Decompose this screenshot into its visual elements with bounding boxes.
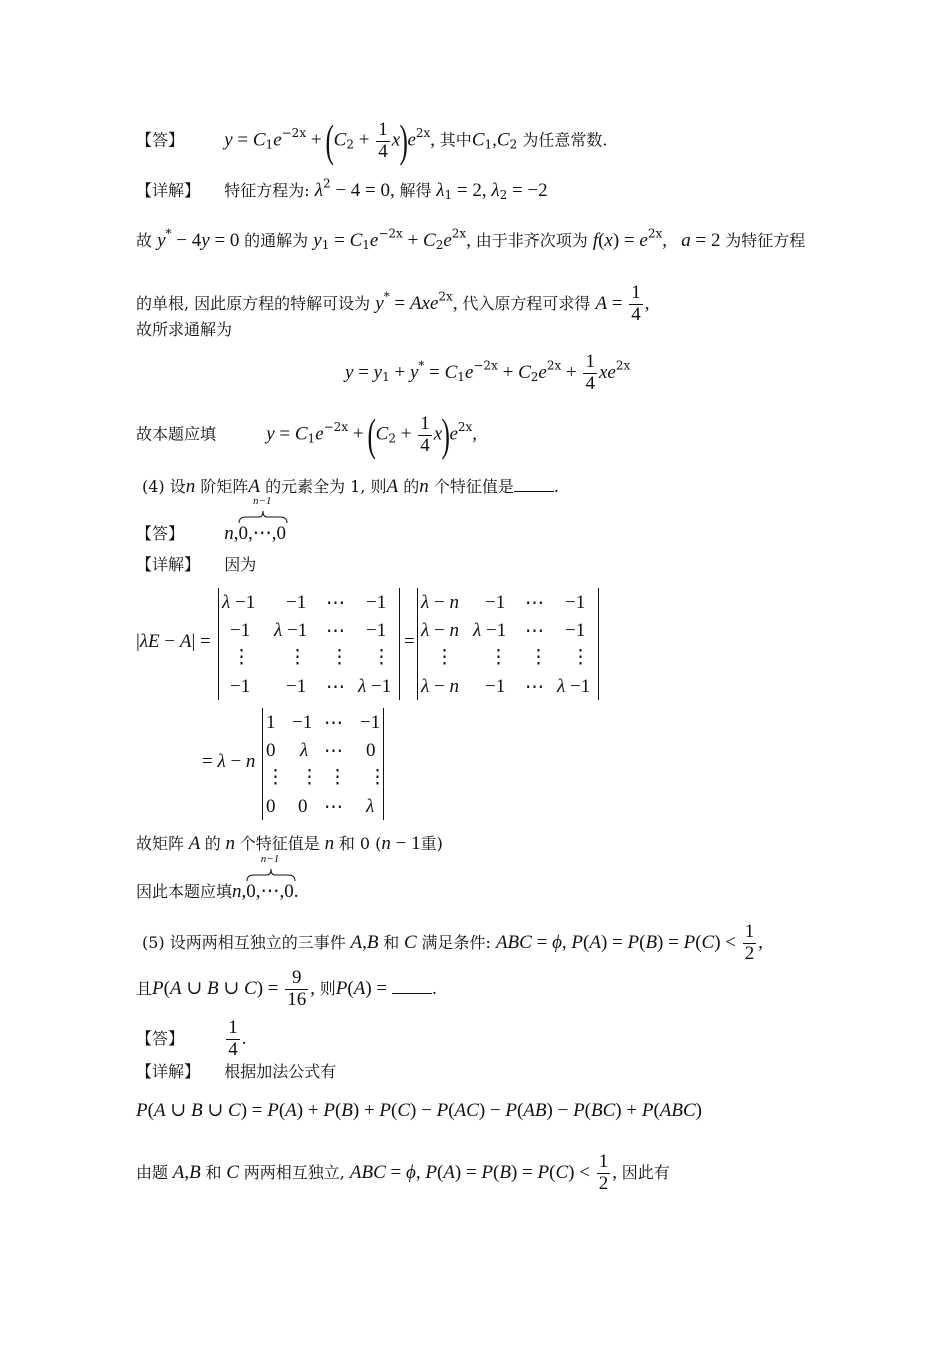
- q3-fill: 故本题应填: [136, 424, 217, 444]
- q3-char-eq-label: 特征方程为:: [224, 181, 310, 200]
- q5-from: 由题: [136, 1162, 169, 1182]
- q5-t3: 满足条件:: [421, 932, 491, 952]
- q3-ans-tail: 其中: [439, 130, 472, 150]
- q5-hence: 因此有: [621, 1162, 670, 1182]
- q3-nonhom-label: 由于非齐次项为: [475, 231, 588, 250]
- q3-answer-line: 【答】 $y = C_1e^{-2x} + (C_2$ + $\frac{1}{4}$ $x)e^{2x}$, 其中$C_1,C_2$ 为任意常数.: [136, 115, 608, 166]
- q4-conc3: 个特征值是: [239, 834, 320, 853]
- overbrace: n−1 0,⋯,0: [238, 495, 286, 544]
- answer-label: 【答】: [136, 130, 185, 150]
- overbrace: n−1 0,⋯,0: [246, 853, 294, 902]
- q5-from2: 和: [205, 1162, 222, 1182]
- q3-gen-prefix: 故: [136, 231, 153, 250]
- q5-addition-formula: P(A ∪ B ∪ C) = P(A) + P(B) + P(C) − P(AC) − P(AB) − P(BC) + P(ABC): [136, 1100, 702, 1121]
- q4-t5: 个特征值是: [433, 477, 514, 496]
- q4-explain-line: [136, 557, 256, 573]
- q4-conc1: 故矩阵: [136, 834, 185, 853]
- q4-question: (4) 设n 阶矩阵A 的元素全为 1, 则A 的n 个特征值是 .: [142, 476, 559, 497]
- q5-answer-line: 【答】 $\frac{1}{4}$ .: [136, 1017, 247, 1060]
- q4-conc5: 重): [420, 834, 443, 853]
- q5-answer-fraction: $\frac{1}{4}$: [228, 1017, 238, 1060]
- determinant-1: λ −1 −1 ⋯ −1 −1 λ −1 ⋯ −1 ⋮ ⋮ ⋮ ⋮ −1 −1 ⋯ λ −1: [218, 588, 400, 700]
- q4-conclusion: 故矩阵 A 的 n 个特征值是 n 和 0 (n − 1重): [136, 833, 443, 854]
- q5-question-2: 且P(A ∪ B ∪ C) = $\frac{9}{16}$ , 则P(A) = .: [136, 967, 437, 1010]
- q4-t1: 设: [169, 477, 186, 496]
- q5-from3: 两两相互独立,: [243, 1162, 345, 1182]
- q5-t1: 设两两相互独立的三事件: [169, 932, 346, 952]
- q5-explain-line: [136, 1064, 336, 1080]
- q5-question-1: (5) 设两两相互独立的三事件 A,B 和 C 满足条件: ABC = ϕ, P(A) = P(B) = P(C) < $\frac{1}{2}$ ,: [142, 921, 764, 964]
- q3-therefore-line: [136, 322, 232, 338]
- q4-t3: 的元素全为 1, 则: [265, 477, 387, 496]
- q4-conc4: 和 0 (: [338, 834, 382, 853]
- answer-blank: [514, 491, 554, 492]
- q3-explain-line: 【详解】 特征方程为: $\lambda^2 - 4 = 0$, 解得 $\lambda_1 = 2$, $\lambda_2 = -2$: [136, 176, 548, 202]
- answer-blank: [392, 993, 432, 994]
- q3-solution-formula: $y = y_1 + y^* = C_1e^{-2x} + C_2e^{2x}$ + $\frac{1}{4}$ $xe^{2x}$: [345, 351, 631, 394]
- explain-label: 【详解】: [136, 181, 201, 200]
- determinant-2: λ − n −1 ⋯ −1 λ − n λ −1 ⋯ −1 ⋮ ⋮ ⋮ ⋮ λ − n −1 ⋯ λ −1: [417, 588, 599, 700]
- explain-label: 【详解】: [136, 1062, 201, 1081]
- q4-answer-line: 【答】 n, n−1 0,⋯,0: [136, 495, 286, 544]
- q4-fill-line: 因此本题应填n, n−1 0,⋯,0.: [136, 853, 299, 902]
- answer-label: 【答】: [136, 1028, 185, 1048]
- q3-simple-root: 的单根, 因此原方程的特解可设为: [136, 293, 371, 313]
- determinant-3: 1 −1 ⋯ −1 0 λ ⋯ 0 ⋮ ⋮ ⋮ ⋮ 0 0 ⋯ λ: [262, 708, 384, 820]
- q5-conclusion-line: 由题 A,B 和 C 两两相互独立, ABC = ϕ, P(A) = P(B) = P(C) < $\frac{1}{2}$ , 因此有: [136, 1151, 670, 1194]
- q3-fill-line: 故本题应填 $y = C_1e^{-2x} + (C_2$ + $\frac{1}{4}$ $x)e^{2x}$,: [136, 409, 478, 460]
- q3-therefore-gen: 故所求通解为: [136, 320, 233, 339]
- equals-sign: =: [404, 631, 415, 652]
- q4-t2: 阶矩阵: [200, 477, 249, 496]
- answer-label: 【答】: [136, 524, 185, 543]
- q4-conc2: 的: [204, 834, 221, 853]
- q3-particular-line: 的单根, 因此原方程的特解可设为 y* = Axe$^{2x}$, 代入原方程可求得 A = $\frac{1}{4}$ ,: [136, 282, 650, 325]
- q3-root-note: 为特征方程: [725, 231, 806, 250]
- q5-t2: 和: [383, 932, 400, 952]
- q3-subst: 代入原方程可求得: [462, 293, 591, 313]
- explain-label: 【详解】: [136, 555, 201, 574]
- q5-t4: 且: [136, 978, 153, 998]
- q4-t4: 的: [403, 477, 420, 496]
- q5-num: (5): [142, 932, 165, 952]
- q3-gen-mid: 的通解为: [244, 231, 309, 250]
- q4-num: (4): [142, 477, 165, 496]
- q5-t5: 则: [319, 978, 336, 998]
- det3-lhs: = λ − n: [202, 751, 256, 772]
- q5-explain-text: 根据加法公式有: [224, 1062, 337, 1081]
- det-lhs: |λE − A| =: [136, 631, 211, 652]
- q3-solve-label: 解得: [399, 181, 432, 200]
- q4-because: 因为: [224, 555, 257, 574]
- q4-fill: 因此本题应填: [136, 882, 233, 901]
- q3-ans-tail2: 为任意常数.: [522, 130, 608, 150]
- q3-general-line: 故 y* − 4y = 0 的通解为 $y_1 = C_1e^{-2x} + C_2e^{2x}$, 由于非齐次项为 $f(x) = e^{2x}$, a = 2 为特征方程: [136, 226, 806, 252]
